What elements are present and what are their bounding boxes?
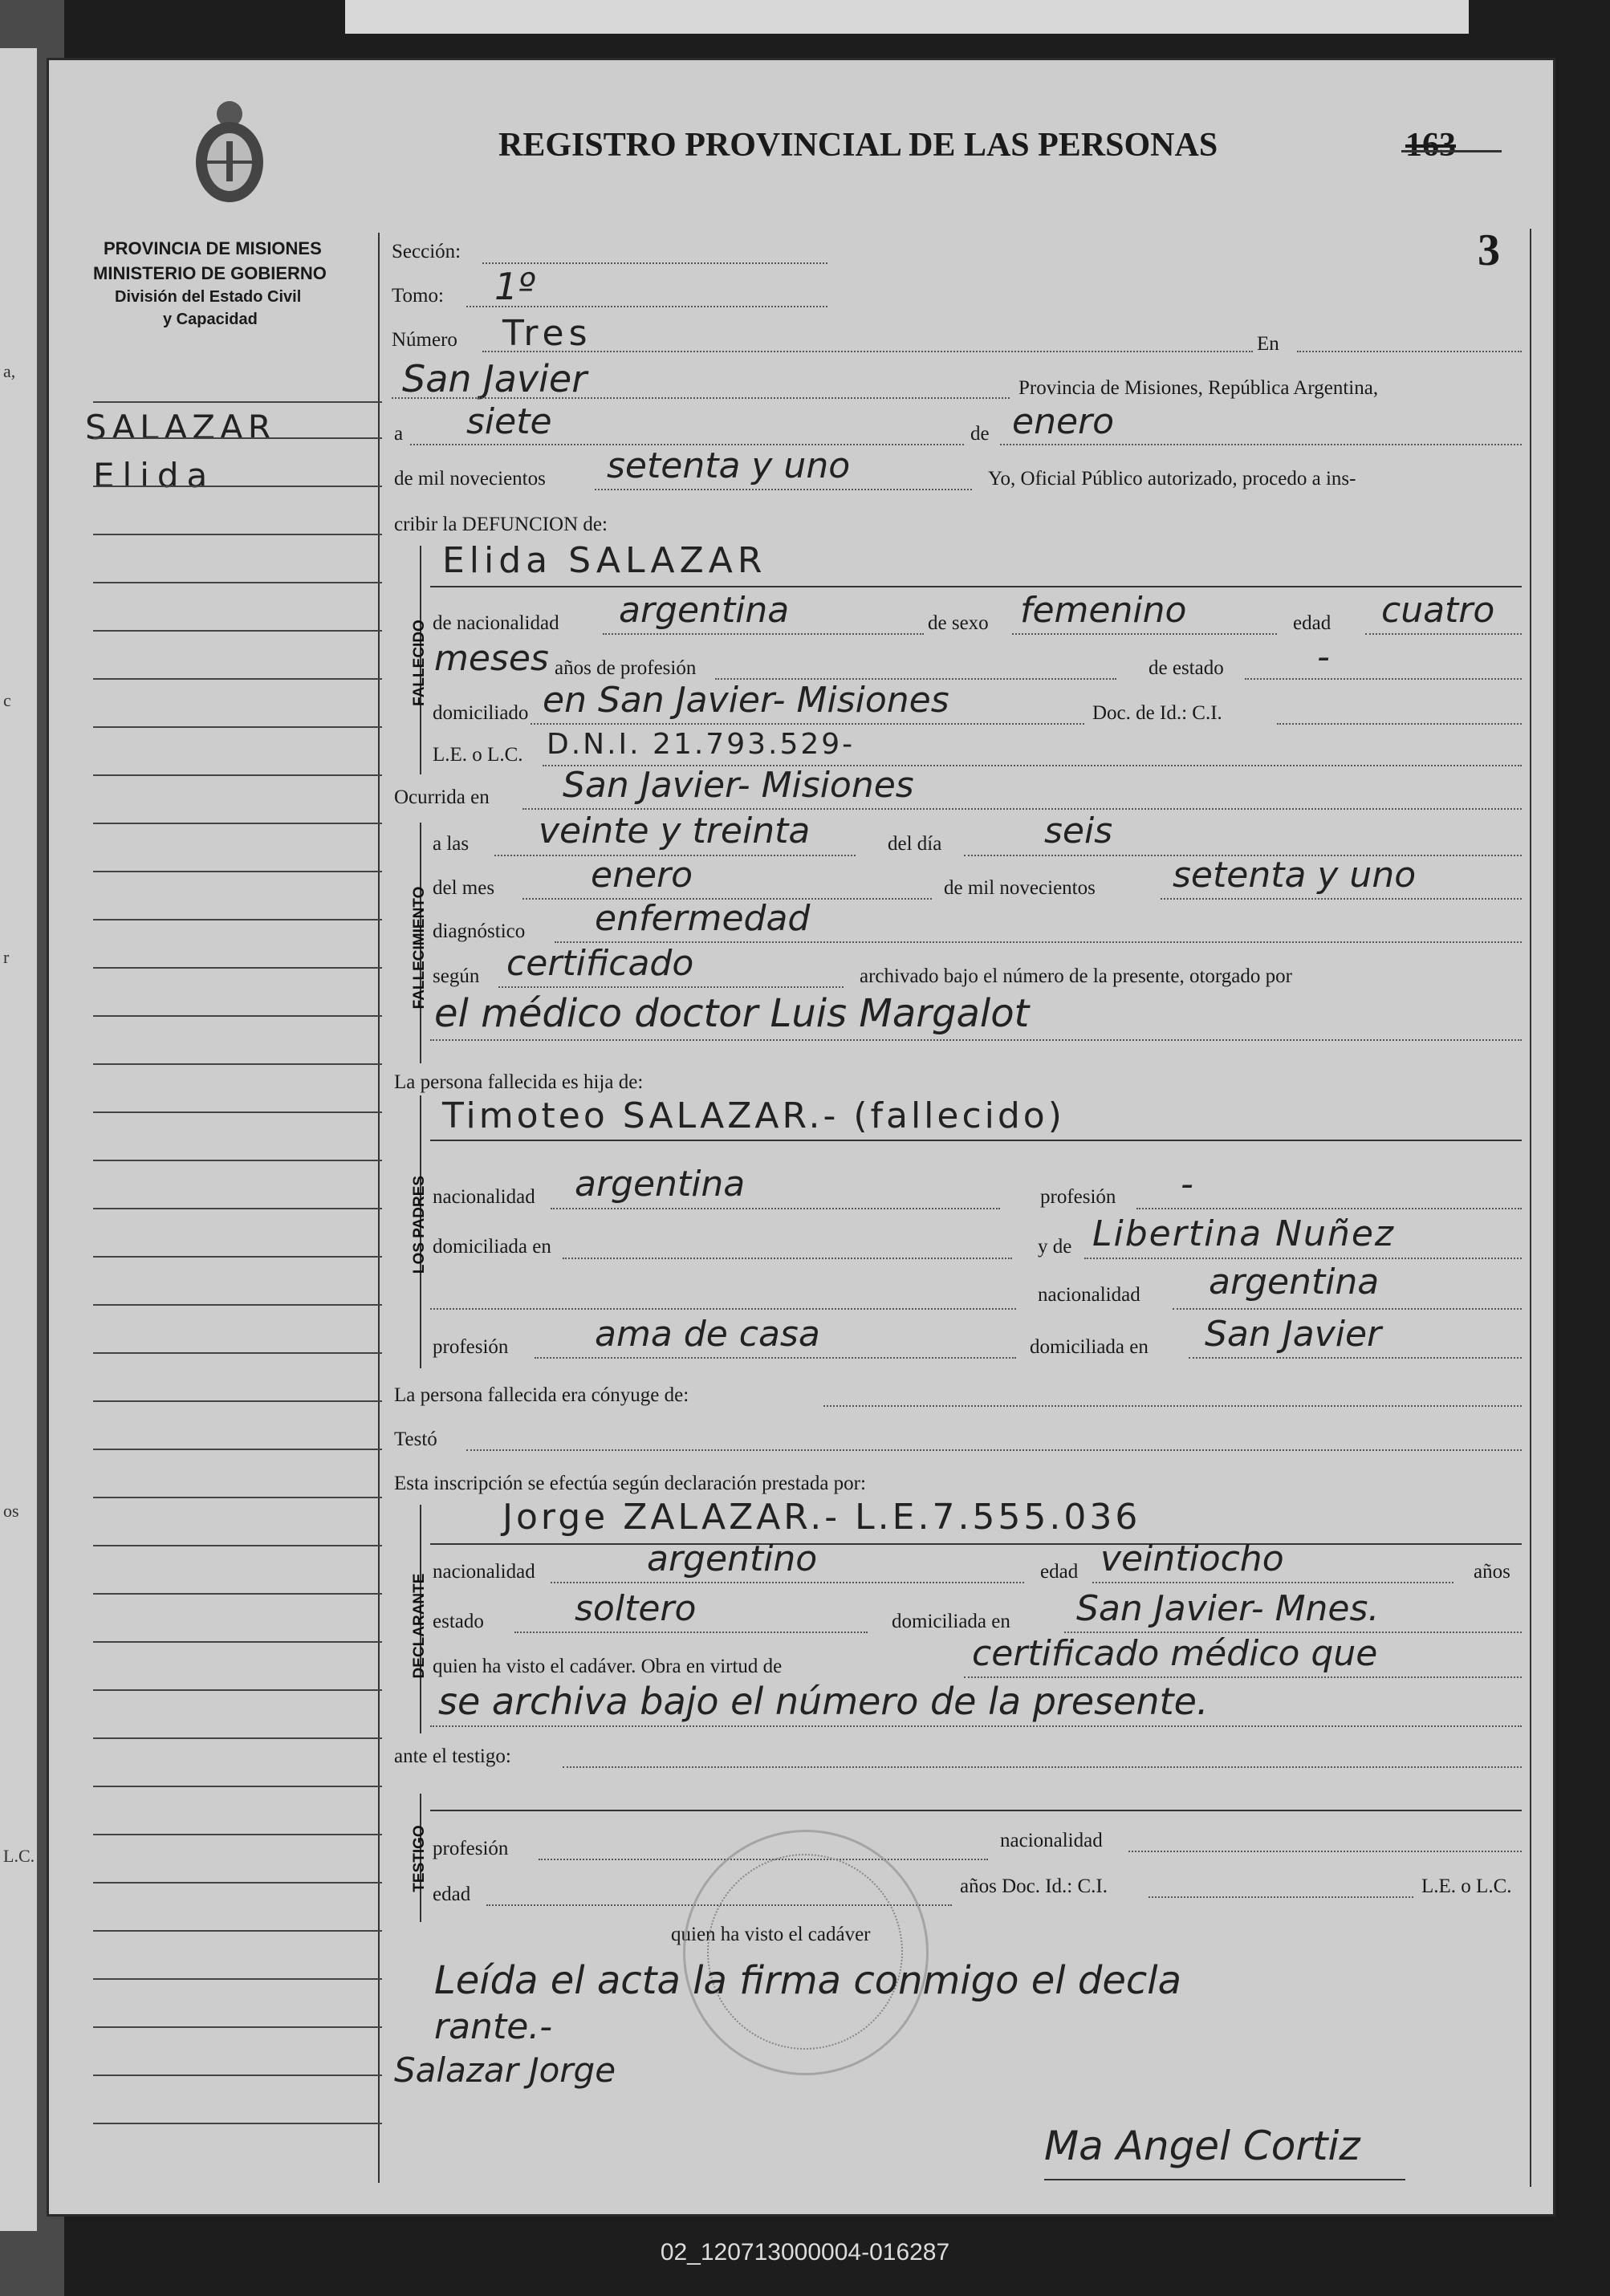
line: [823, 1405, 1522, 1407]
margin-rule: [93, 726, 382, 728]
office-line-1: PROVINCIA DE MISIONES: [104, 238, 322, 258]
margin-rule: [93, 1930, 382, 1932]
margin-rule: [93, 1882, 382, 1884]
officer-text: Yo, Oficial Público autorizado, procedo a ins-: [988, 468, 1356, 490]
coat-of-arms-icon: [181, 96, 278, 209]
line: [555, 941, 1522, 943]
line: [466, 1449, 1522, 1451]
fallecido-nacionalidad-label: de nacionalidad: [433, 612, 559, 634]
seccion-line: [482, 262, 827, 264]
margin-rule: [93, 1304, 382, 1306]
margin-rule: [93, 401, 382, 403]
declarante-anios-label: años: [1474, 1561, 1510, 1583]
madre-domiciliada-label: domiciliada en: [1030, 1336, 1149, 1358]
declarante-side-label: DECLARANTE: [411, 1573, 428, 1679]
madre-profesion-label: profesión: [433, 1336, 509, 1358]
line: [535, 1357, 1016, 1359]
death-record-page: [47, 58, 1555, 2217]
margin-rule: [93, 919, 382, 920]
margin-rule: [93, 1737, 382, 1739]
fallecido-name: Elida SALAZAR: [442, 540, 767, 581]
line: [1277, 723, 1522, 725]
conyuge-label: La persona fallecida era cónyuge de:: [394, 1384, 689, 1406]
margin-rule: [93, 1449, 382, 1450]
margin-rule: [93, 1497, 382, 1498]
line: [1365, 633, 1522, 635]
padres-intro: La persona fallecida es hija de:: [394, 1071, 644, 1093]
margin-rule: [93, 1160, 382, 1161]
seccion-label: Sección:: [392, 241, 461, 262]
line: [603, 633, 924, 635]
line: [563, 1766, 1522, 1768]
line: [514, 1632, 868, 1633]
declarante-estado-value: soltero: [575, 1588, 697, 1629]
fallecido-doc-value: D.N.I. 21.793.529-: [547, 728, 856, 761]
madre-nacionalidad-label: nacionalidad: [1038, 1284, 1140, 1306]
padre-profesion-value: -: [1181, 1164, 1193, 1205]
line: [563, 1258, 1012, 1259]
madre-nacionalidad-value: argentina: [1209, 1262, 1380, 1302]
en-label: En: [1257, 333, 1279, 355]
closing-line-2: rante.-: [434, 2006, 553, 2047]
declarante-name: Jorge ZALAZAR.- L.E.7.555.036: [502, 1497, 1141, 1538]
mil-label: de mil novecientos: [944, 877, 1096, 899]
dia-value: seis: [1044, 811, 1113, 851]
madre-domicilio-value: San Javier: [1205, 1314, 1382, 1355]
fallecido-anios-label: años de profesión: [555, 657, 697, 679]
margin-rule: [93, 1111, 382, 1113]
office-line-4: y Capacidad: [163, 311, 258, 328]
day-value: siete: [466, 401, 552, 442]
anio-value: setenta y uno: [1173, 855, 1417, 896]
line: [522, 808, 1522, 810]
declarante-edad-value: veintiocho: [1100, 1538, 1284, 1579]
testigo-anios-doc-label: años Doc. Id.: C.I.: [960, 1875, 1108, 1897]
margin-rule: [93, 1208, 382, 1209]
declarante-name-line: [430, 1543, 1522, 1545]
line: [498, 986, 844, 988]
margin-surname: SALAZAR: [85, 408, 276, 447]
testigo-le-label: L.E. o L.C.: [1421, 1875, 1512, 1897]
fallecido-le-label: L.E. o L.C.: [433, 744, 523, 766]
year-value: setenta y uno: [607, 445, 851, 486]
place-value: San Javier: [402, 357, 587, 400]
line: [1245, 678, 1522, 680]
margin-rule: [93, 1786, 382, 1787]
adjacent-page-edge: a, c r os L.C.: [0, 48, 37, 2231]
testo-label: Testó: [394, 1428, 437, 1450]
ocurrida-label: Ocurrida en: [394, 786, 490, 808]
declarante-obra-value: certificado médico que: [972, 1633, 1378, 1674]
fallecido-domicilio-value: en San Javier- Misiones: [543, 680, 949, 721]
declarante-signature: Salazar Jorge: [394, 2050, 616, 2090]
padre-line: [430, 1140, 1522, 1141]
margin-rule: [93, 1352, 382, 1354]
margin-rule: [93, 678, 382, 680]
office-line-3: División del Estado Civil: [115, 288, 302, 306]
margin-rule: [93, 774, 382, 776]
padre-nacionalidad-value: argentina: [575, 1164, 746, 1205]
diagnostico-value: enfermedad: [595, 898, 811, 939]
fallecido-doc-label: Doc. de Id.: C.I.: [1092, 702, 1222, 724]
margin-rule: [93, 1063, 382, 1065]
testigo-visto-text: quien ha visto el cadáver: [671, 1924, 871, 1945]
fallecido-edad-label: edad: [1293, 612, 1332, 634]
declarante-intro: Esta inscripción se efectúa según declaración prestada por:: [394, 1473, 866, 1494]
madre-value: Libertina Nuñez: [1092, 1213, 1395, 1254]
line: [531, 723, 1084, 725]
del-dia-label: del día: [888, 833, 942, 855]
fallecido-estado-value: -: [1317, 636, 1330, 677]
fallecido-sexo-value: femenino: [1020, 590, 1187, 631]
tomo-line: [466, 306, 827, 307]
line: [551, 1582, 1024, 1583]
margin-rule: [93, 1545, 382, 1546]
declarante-visto-text: quien ha visto el cadáver. Obra en virtud de: [433, 1656, 783, 1677]
margin-rule: [93, 1641, 382, 1643]
fallecido-edad-value: cuatro: [1381, 590, 1495, 631]
numero-line: [482, 351, 1253, 352]
line: [1136, 1208, 1522, 1209]
margin-rule: [93, 2123, 382, 2124]
page-title: REGISTRO PROVINCIAL DE LAS PERSONAS: [498, 127, 1218, 164]
margin-rule: [93, 2075, 382, 2076]
month-line: [1000, 444, 1522, 445]
fallecimiento-side-label: FALLECIMIENTO: [411, 886, 428, 1010]
margin-rule: [93, 630, 382, 632]
line: [1173, 1308, 1522, 1310]
line: [430, 1308, 1016, 1310]
line: [1084, 1258, 1522, 1259]
hora-value: veinte y treinta: [539, 811, 811, 851]
padre-value: Timoteo SALAZAR.- (fallecido): [442, 1095, 1065, 1136]
testigo-side-label: TESTIGO: [411, 1825, 428, 1892]
declarante-nacionalidad-label: nacionalidad: [433, 1561, 535, 1583]
signature-underline: [1044, 2179, 1405, 2180]
line: [1092, 1582, 1453, 1583]
line: [1189, 1357, 1522, 1359]
old-record-number: 163: [1405, 127, 1456, 164]
margin-rule: [93, 486, 382, 487]
margin-rule: [93, 582, 382, 583]
closing-line-1: Leída el acta la firma conmigo el decla: [434, 1958, 1181, 2003]
declarante-domicilio-value: San Javier- Mnes.: [1076, 1588, 1380, 1629]
line: [1149, 1896, 1413, 1898]
declarante-estado-label: estado: [433, 1611, 484, 1632]
numero-label: Número: [392, 329, 457, 351]
padre-domiciliada-label: domiciliada en: [433, 1236, 551, 1258]
y-de-label: y de: [1038, 1236, 1072, 1258]
archivado-text: archivado bajo el número de la presente, otorgado por: [860, 965, 1292, 987]
en-line: [1297, 351, 1522, 352]
office-line-2: MINISTERIO DE GOBIERNO: [93, 263, 327, 283]
margin-rule: [93, 823, 382, 824]
del-mes-label: del mes: [433, 877, 495, 899]
diagnostico-label: diagnóstico: [433, 920, 526, 942]
medico-value: el médico doctor Luis Margalot: [434, 991, 1030, 1036]
ocurrida-value: San Javier- Misiones: [563, 765, 914, 806]
year-line: [595, 489, 972, 490]
line: [1012, 633, 1277, 635]
fallecido-sexo-label: de sexo: [928, 612, 989, 634]
fallecido-estado-label: de estado: [1149, 657, 1224, 679]
tomo-label: Tomo:: [392, 285, 444, 307]
testigo-edad-label: edad: [433, 1884, 471, 1905]
madre-profesion-value: ama de casa: [595, 1314, 820, 1355]
inscribir-text: cribir la DEFUNCION de:: [394, 514, 608, 535]
fallecido-name-line: [430, 586, 1522, 587]
a-las-label: a las: [433, 833, 470, 855]
office-seal-inner: [707, 1854, 903, 2050]
margin-rule: [93, 871, 382, 872]
old-number-strike: [1401, 150, 1502, 152]
page-number: 3: [1478, 226, 1500, 275]
mes-value: enero: [591, 855, 693, 896]
tomo-value: 1º: [494, 265, 535, 308]
line: [1161, 898, 1522, 900]
fallecido-edad-value-2: meses: [434, 638, 549, 679]
officer-signature: Ma Angel Cortiz: [1044, 2123, 1360, 2169]
margin-rule: [93, 1978, 382, 1980]
margin-given-name: Elida: [93, 456, 216, 495]
place-line: [392, 397, 1010, 399]
fallecido-side-label: FALLECIDO: [411, 620, 428, 706]
testigo-nacionalidad-label: nacionalidad: [1000, 1830, 1103, 1851]
provincia-text: Provincia de Misiones, República Argentina,: [1018, 377, 1379, 399]
declarante-edad-label: edad: [1040, 1561, 1079, 1583]
numero-value: Tres: [502, 313, 592, 354]
file-id-caption: 02_120713000004-016287: [660, 2239, 950, 2266]
segun-label: según: [433, 965, 480, 987]
segun-value: certificado: [506, 943, 694, 984]
margin-rule: [93, 1400, 382, 1402]
padre-profesion-label: profesión: [1040, 1186, 1116, 1208]
line: [1128, 1851, 1522, 1852]
right-border: [1530, 229, 1531, 2187]
margin-rule: [93, 1593, 382, 1595]
declarante-obra-value-2: se archiva bajo el número de la presente.: [438, 1680, 1209, 1723]
line: [551, 1208, 1000, 1209]
declarante-nacionalidad-value: argentino: [647, 1538, 818, 1579]
margin-rule: [93, 2026, 382, 2028]
padre-nacionalidad-label: nacionalidad: [433, 1186, 535, 1208]
line: [430, 1039, 1522, 1041]
top-paper-scrap: [345, 0, 1469, 34]
declarante-domiciliada-label: domiciliada en: [892, 1611, 1010, 1632]
margin-rule: [93, 1689, 382, 1691]
padres-side-label: LOS PADRES: [411, 1175, 428, 1274]
fallecido-nacionalidad-value: argentina: [619, 590, 790, 631]
testigo-profesion-label: profesión: [433, 1838, 509, 1859]
de-label: de: [970, 423, 990, 445]
ante-testigo-label: ante el testigo:: [394, 1745, 511, 1767]
margin-rule: [93, 1834, 382, 1835]
month-value: enero: [1012, 401, 1115, 442]
testigo-name-line: [430, 1810, 1522, 1811]
margin-rule: [93, 437, 382, 439]
margin-rule: [93, 534, 382, 535]
year-prefix: de mil novecientos: [394, 468, 546, 490]
a-label: a: [394, 423, 404, 445]
line: [430, 1725, 1522, 1727]
margin-rule: [93, 1256, 382, 1258]
line: [964, 1676, 1522, 1678]
margin-rule: [93, 967, 382, 969]
margin-rule: [93, 1015, 382, 1017]
fallecido-domiciliado-label: domiciliado: [433, 702, 529, 724]
